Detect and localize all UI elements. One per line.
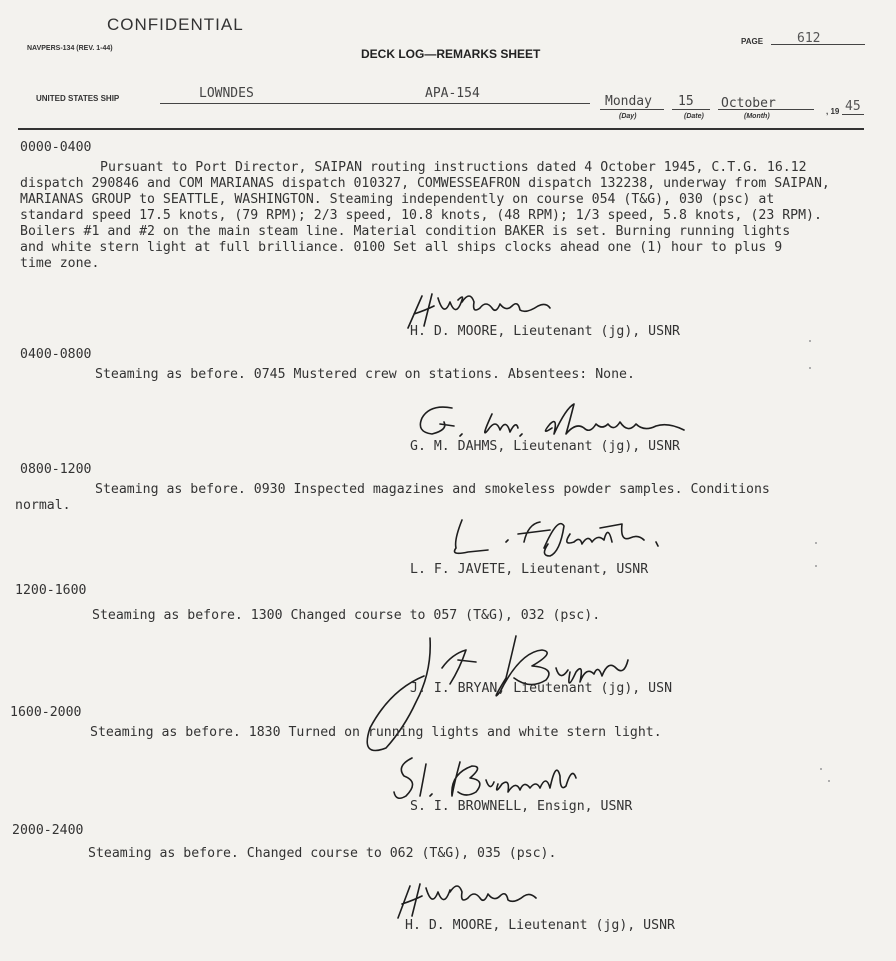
watch-label: 1200-1600 xyxy=(15,583,87,598)
margin-dot xyxy=(815,542,817,544)
page-value: 612 xyxy=(797,31,821,46)
watch-label: 0400-0800 xyxy=(20,347,92,362)
date-value: 15 xyxy=(678,94,694,109)
signature-dahms xyxy=(400,400,690,442)
watch-label: 0000-0400 xyxy=(20,140,92,155)
remark-line: time zone. xyxy=(20,256,100,271)
date-underline xyxy=(672,109,710,110)
day-value: Monday xyxy=(605,94,652,109)
year-value: 45 xyxy=(845,99,861,114)
confidential-marking: CONFIDENTIAL xyxy=(107,15,244,34)
remark-line: Boilers #1 and #2 on the main steam line. Material condition BAKER is set. Burning running lights xyxy=(20,224,791,239)
remark-line: Pursuant to Port Director, SAIPAN routing instructions dated 4 October 1945, C.T.G. 16.12 xyxy=(100,160,807,175)
signer-name: G. M. DAHMS, Lieutenant (jg), USNR xyxy=(410,439,680,454)
ship-name: LOWNDES xyxy=(199,86,254,101)
signer-name: H. D. MOORE, Lieutenant (jg), USNR xyxy=(405,918,675,933)
watch-label: 2000-2400 xyxy=(12,823,84,838)
remark-line: Steaming as before. 1300 Changed course to 057 (T&G), 032 (psc). xyxy=(92,608,601,623)
signature-brownell xyxy=(390,752,590,800)
day-underline xyxy=(600,109,664,110)
page-label: PAGE xyxy=(741,37,764,46)
remark-line: MARIANAS GROUP to SEATTLE, WASHINGTON. Steaming independently on course 054 (T&G), 030 (psc) at xyxy=(20,192,775,207)
day-caption: (Day) xyxy=(619,113,637,120)
margin-dot xyxy=(809,367,811,369)
margin-dot xyxy=(815,565,817,567)
signer-name: J. I. BRYAN, Lieutenant (jg), USN xyxy=(410,681,673,696)
month-caption: (Month) xyxy=(744,113,770,120)
date-caption: (Date) xyxy=(684,113,704,120)
signer-name: H. D. MOORE, Lieutenant (jg), USNR xyxy=(410,324,680,339)
remark-line: Steaming as before. 0745 Mustered crew on stations. Absentees: None. xyxy=(95,367,635,382)
margin-dot xyxy=(820,768,822,770)
month-value: October xyxy=(721,96,776,111)
remark-line: normal. xyxy=(15,498,71,513)
signature-javete xyxy=(440,512,670,558)
sheet-title: DECK LOG—REMARKS SHEET xyxy=(361,47,541,61)
signer-name: S. I. BROWNELL, Ensign, USNR xyxy=(410,799,633,814)
year-prefix: , 19 xyxy=(826,107,840,116)
remark-line: standard speed 17.5 knots, (79 RPM); 2/3 speed, 10.8 knots, (48 RPM); 1/3 speed, 5.8 knots, (23 RPM). xyxy=(20,208,822,223)
remark-line: and white stern light at full brilliance. 0100 Set all ships clocks ahead one (1) hour to plus 9 xyxy=(20,240,783,255)
ship-label: UNITED STATES SHIP xyxy=(36,94,120,103)
remark-line: Steaming as before. Changed course to 062 (T&G), 035 (psc). xyxy=(88,846,557,861)
header-rule xyxy=(18,128,864,130)
year-underline xyxy=(842,114,864,115)
margin-dot xyxy=(809,340,811,342)
remark-line: dispatch 290846 and COM MARIANAS dispatch 010327, COMWESSEAFRON dispatch 132238, underway from SAIPAN, xyxy=(20,176,830,191)
remark-line: Steaming as before. 1830 Turned on running lights and white stern light. xyxy=(90,725,662,740)
watch-label: 0800-1200 xyxy=(20,462,92,477)
watch-label: 1600-2000 xyxy=(10,705,82,720)
remark-line: Steaming as before. 0930 Inspected magazines and smokeless powder samples. Conditions xyxy=(95,482,770,497)
form-number: NAVPERS-134 (REV. 1-44) xyxy=(27,45,113,52)
ship-number: APA-154 xyxy=(425,86,480,101)
ship-underline xyxy=(160,103,590,104)
signer-name: L. F. JAVETE, Lieutenant, USNR xyxy=(410,562,649,577)
margin-dot xyxy=(828,780,830,782)
